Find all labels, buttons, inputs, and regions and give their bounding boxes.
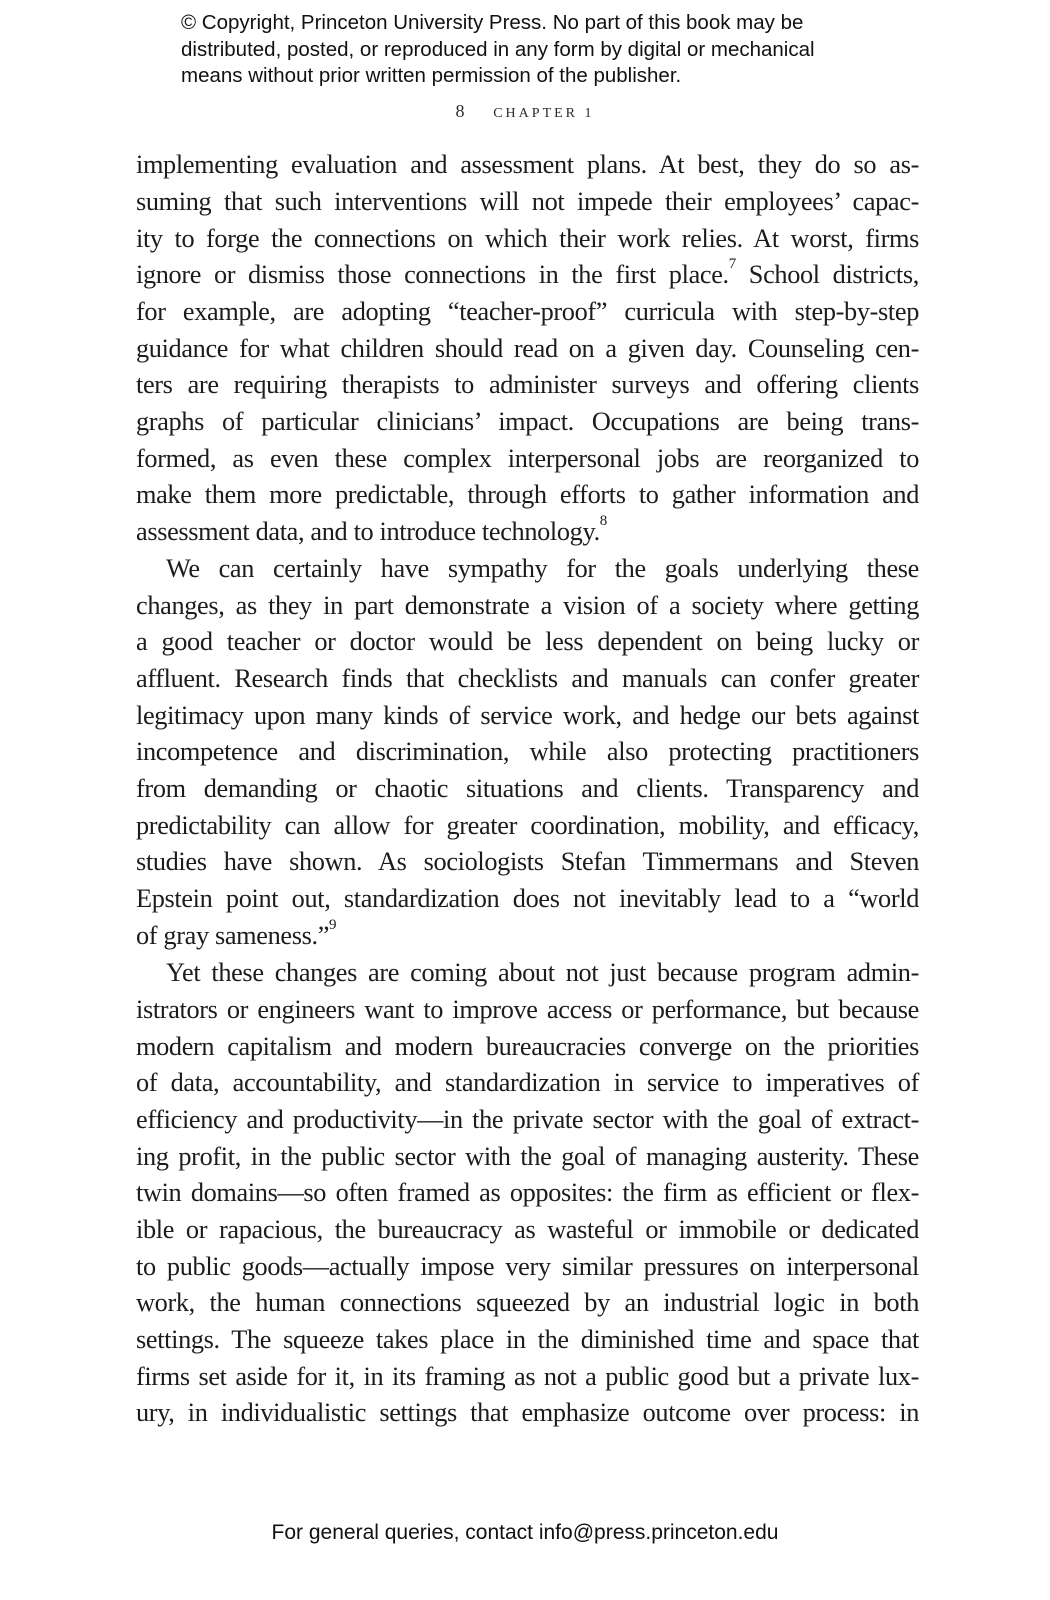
chapter-label: CHAPTER 1 [493,106,595,121]
text-line [136,1362,919,1400]
text-line [136,1288,919,1326]
text-line [136,737,919,775]
text-line [136,1178,919,1216]
text-line-content: make them more predictable, through efforts to gather information and [136,480,919,509]
text-line [136,627,919,665]
text-line [136,1032,919,1070]
text-line-content: graphs of particular clinicians’ impact. Occupations are being trans- [136,407,919,436]
text-line [136,1105,919,1143]
text-line-content: istrators or engineers want to improve access or performance, but because [136,995,919,1024]
text-line [136,995,919,1033]
text-line-content: modern capitalism and modern bureaucracies converge on the priorities [136,1032,919,1061]
text-line-content: efficiency and productivity—in the private sector with the goal of extract- [136,1105,919,1134]
text-line-content: implementing evaluation and assessment plans. At best, they do so as- [136,150,919,179]
text-line [136,884,919,922]
text-line-content: affluent. Research finds that checklists and manuals can confer greater [136,664,919,693]
copyright-line: means without prior written permission of the publisher. [181,64,682,87]
text-line-content: work, the human connections squeezed by an industrial logic in both [136,1288,919,1317]
text-line-content: firms set aside for it, in its framing as not a public good but a private lux- [136,1362,919,1391]
text-line [136,701,919,739]
text-line [136,1215,919,1253]
text-line [136,847,919,885]
text-line-content: ing profit, in the public sector with the goal of managing austerity. These [136,1142,919,1171]
text-line-content: ible or rapacious, the bureaucracy as wasteful or immobile or dedicated [136,1215,919,1244]
text-line-content: predictability can allow for greater coordination, mobility, and efficacy, [136,811,919,840]
text-line-content: suming that such interventions will not impede their employees’ capac- [136,187,919,216]
text-line-content: for example, are adopting “teacher-proof” curricula with step-by-step [136,297,919,326]
text-line-content: legitimacy upon many kinds of service work, and hedge our bets against [136,701,919,730]
text-line-content: guidance for what children should read on a given day. Counseling cen- [136,334,919,363]
text-line-content: ity to forge the connections on which their work relies. At worst, firms [136,224,919,253]
text-line [136,150,919,188]
text-line-content: a good teacher or doctor would be less dependent on being lucky or [136,627,919,656]
text-line [136,407,919,445]
footer-contact: For general queries, contact info@press.princeton.edu [271,1521,779,1544]
running-head [0,101,1050,122]
text-line [136,1398,919,1436]
text-line [136,334,919,372]
text-line [136,256,919,298]
text-line-content: We can certainly have sympathy for the goals underlying these [166,554,919,583]
footnote-marker[interactable]: 8 [599,513,607,529]
text-line [136,811,919,849]
text-line [136,187,919,225]
text-line-content: formed, as even these complex interpersonal jobs are reorganized to [136,444,919,473]
text-line-content: twin domains—so often framed as opposites: the firm as efficient or flex- [136,1178,919,1207]
text-line [136,1252,919,1290]
text-line-content: to public goods—actually impose very similar pressures on interpersonal [136,1252,919,1281]
text-line [136,480,919,518]
copyright-notice [181,10,901,90]
text-line [136,591,919,629]
text-line-content: of data, accountability, and standardization in service to imperatives of [136,1068,919,1097]
text-line-content: ury, in individualistic settings that emphasize outcome over process: in [136,1398,919,1427]
text-line [136,513,919,555]
copyright-line: distributed, posted, or reproduced in any form by digital or mechanical [181,37,815,61]
text-line [136,370,919,408]
text-line [136,1325,919,1363]
footnote-marker[interactable]: 7 [728,256,736,272]
text-line-content: settings. The squeeze takes place in the diminished time and space that [136,1325,919,1354]
text-line-continuation: School districts, [735,260,919,289]
text-line-content: Epstein point out, standardization does not inevitably lead to a “world [136,884,919,913]
page-number: 8 [455,101,465,121]
text-line [136,958,919,996]
text-line [136,224,919,262]
text-line [136,917,919,959]
text-line-content: of gray sameness.” [136,921,330,950]
text-line [136,554,919,592]
text-line-content: ters are requiring therapists to administer surveys and offering clients [136,370,919,399]
text-line-content: Yet these changes are coming about not just because program admin- [166,958,919,987]
text-line-content: changes, as they in part demonstrate a vision of a society where getting [136,591,919,620]
text-line [136,664,919,702]
text-line-content: incompetence and discrimination, while also protecting practitioners [136,737,919,766]
footnote-marker[interactable]: 9 [329,917,337,933]
text-line [136,297,919,335]
text-line [136,1142,919,1180]
text-line-content: assessment data, and to introduce technology. [136,517,600,546]
text-line [136,1068,919,1106]
text-line-content: from demanding or chaotic situations and clients. Transparency and [136,774,919,803]
text-line [136,444,919,482]
text-line [136,774,919,812]
text-line-content: studies have shown. As sociologists Stefan Timmermans and Steven [136,847,919,876]
copyright-line: © Copyright, Princeton University Press. No part of this book may be [181,11,804,34]
text-line-content: ignore or dismiss those connections in the first place. [136,260,729,289]
